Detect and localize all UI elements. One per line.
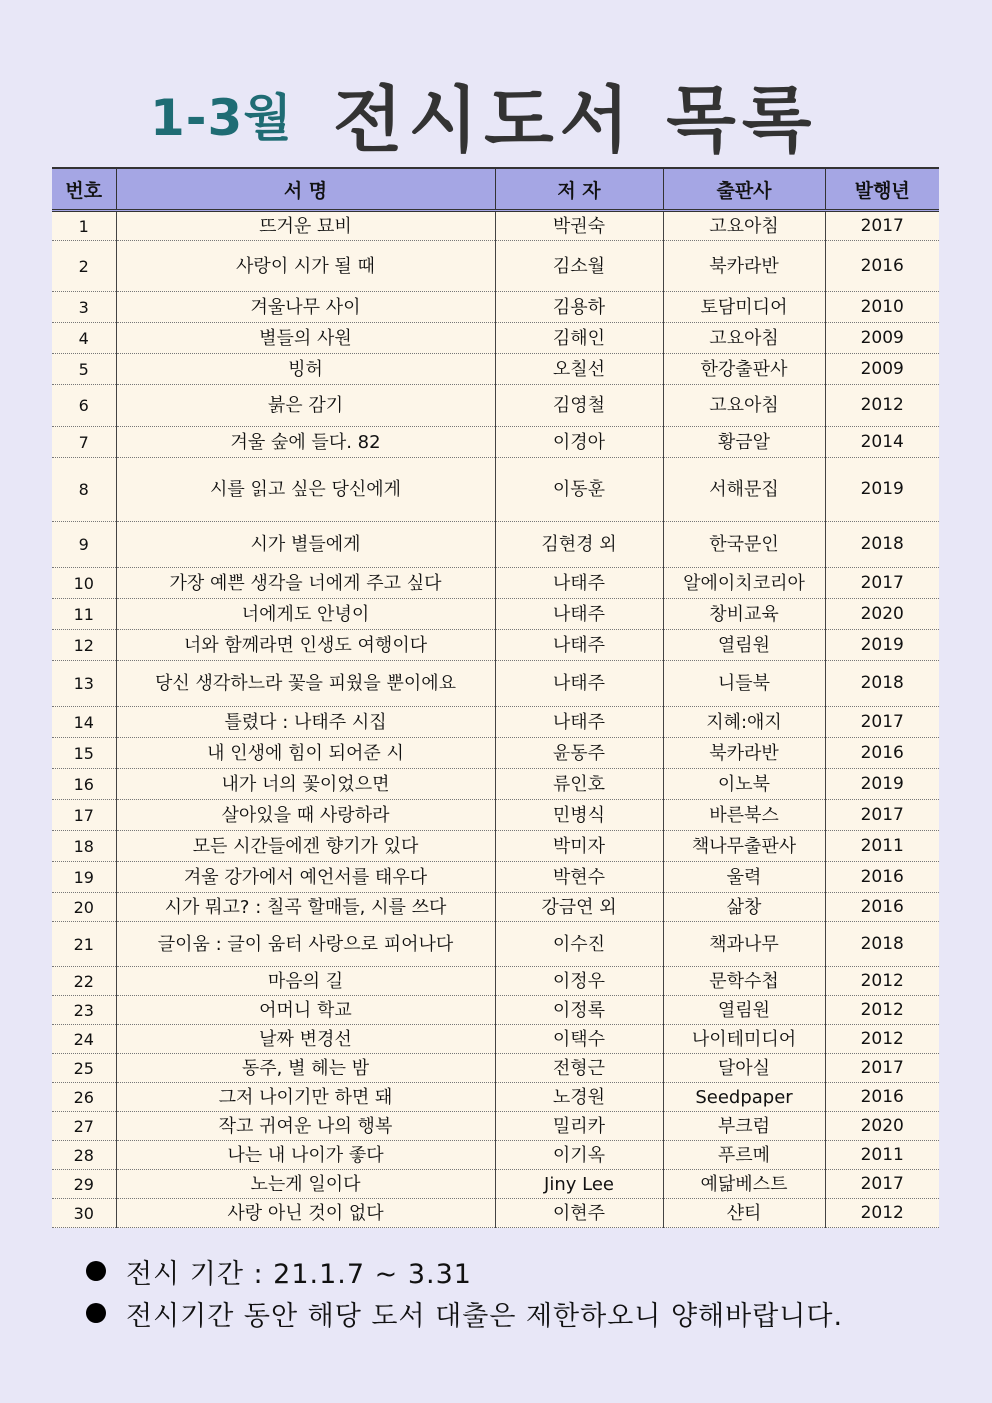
- table-row: [52, 427, 939, 458]
- book-title: 글이움 : 글이 움터 사랑으로 피어나다: [116, 922, 495, 967]
- note-period: [86, 1250, 843, 1292]
- book-author: 김용하: [495, 292, 663, 323]
- book-title: 빙허: [116, 354, 495, 385]
- row-number: 27: [52, 1112, 116, 1141]
- book-publisher: 창비교육: [663, 599, 825, 630]
- book-publisher: 황금알: [663, 427, 825, 458]
- header-year: 발행년: [825, 168, 939, 211]
- row-number: 22: [52, 967, 116, 996]
- book-author: 나태주: [495, 599, 663, 630]
- book-year: 2011: [825, 1141, 939, 1170]
- book-title: 가장 예쁜 생각을 너에게 주고 싶다: [116, 568, 495, 599]
- book-title: 너와 함께라면 인생도 여행이다: [116, 630, 495, 661]
- book-author: 박미자: [495, 831, 663, 862]
- table-body: [52, 211, 939, 1228]
- table-row: [52, 1170, 939, 1199]
- row-number: 13: [52, 661, 116, 707]
- book-title: 작고 귀여운 나의 행복: [116, 1112, 495, 1141]
- table-row: [52, 1054, 939, 1083]
- row-number: 12: [52, 630, 116, 661]
- book-publisher: 열림원: [663, 996, 825, 1025]
- book-publisher: 달아실: [663, 1054, 825, 1083]
- header-number: 번호: [52, 168, 116, 211]
- book-author: 이정우: [495, 967, 663, 996]
- book-year: 2016: [825, 862, 939, 893]
- book-year: 2009: [825, 323, 939, 354]
- table-row: [52, 458, 939, 522]
- table-row: [52, 922, 939, 967]
- book-year: 2017: [825, 1170, 939, 1199]
- book-title: 별들의 사원: [116, 323, 495, 354]
- row-number: 26: [52, 1083, 116, 1112]
- book-title: 노는게 일이다: [116, 1170, 495, 1199]
- book-year: 2018: [825, 522, 939, 568]
- book-list-table: [52, 167, 939, 1228]
- table-row: [52, 630, 939, 661]
- table-row: [52, 599, 939, 630]
- book-year: 2016: [825, 1083, 939, 1112]
- table-row: [52, 967, 939, 996]
- row-number: 29: [52, 1170, 116, 1199]
- table-row: [52, 1112, 939, 1141]
- page-title: [0, 62, 992, 162]
- table-row: [52, 862, 939, 893]
- book-author: 오칠선: [495, 354, 663, 385]
- title-main: 전시도서 목록: [333, 78, 818, 162]
- book-year: 2017: [825, 707, 939, 738]
- book-title: 겨울나무 사이: [116, 292, 495, 323]
- book-publisher: 알에이치코리아: [663, 568, 825, 599]
- book-publisher: 이노북: [663, 769, 825, 800]
- row-number: 10: [52, 568, 116, 599]
- book-title: 살아있을 때 사랑하라: [116, 800, 495, 831]
- book-title: 동주, 별 헤는 밤: [116, 1054, 495, 1083]
- row-number: 30: [52, 1199, 116, 1228]
- row-number: 19: [52, 862, 116, 893]
- book-publisher: 고요아침: [663, 385, 825, 427]
- book-publisher: 서해문집: [663, 458, 825, 522]
- book-publisher: 한국문인: [663, 522, 825, 568]
- table-row: [52, 996, 939, 1025]
- notes: [86, 1250, 843, 1334]
- row-number: 20: [52, 893, 116, 922]
- row-number: 16: [52, 769, 116, 800]
- book-publisher: 북카라반: [663, 738, 825, 769]
- book-title: 겨울 숲에 들다. 82: [116, 427, 495, 458]
- book-year: 2020: [825, 599, 939, 630]
- book-publisher: 예닮베스트: [663, 1170, 825, 1199]
- book-author: 노경원: [495, 1083, 663, 1112]
- book-year: 2019: [825, 630, 939, 661]
- book-publisher: 지혜:애지: [663, 707, 825, 738]
- table-row: [52, 893, 939, 922]
- table-row: [52, 831, 939, 862]
- book-publisher: 고요아침: [663, 211, 825, 241]
- row-number: 28: [52, 1141, 116, 1170]
- book-title: 마음의 길: [116, 967, 495, 996]
- book-publisher: 북카라반: [663, 241, 825, 292]
- book-year: 2012: [825, 967, 939, 996]
- book-title: 나는 내 나이가 좋다: [116, 1141, 495, 1170]
- book-publisher: Seedpaper: [663, 1083, 825, 1112]
- header-publisher: 출판사: [663, 168, 825, 211]
- book-author: 김현경 외: [495, 522, 663, 568]
- row-number: 15: [52, 738, 116, 769]
- row-number: 4: [52, 323, 116, 354]
- table-row: [52, 354, 939, 385]
- book-author: 나태주: [495, 707, 663, 738]
- book-year: 2019: [825, 458, 939, 522]
- book-author: 이택수: [495, 1025, 663, 1054]
- table-row: [52, 1199, 939, 1228]
- table-row: [52, 385, 939, 427]
- table-row: [52, 661, 939, 707]
- book-author: 박권숙: [495, 211, 663, 241]
- header-author: 저 자: [495, 168, 663, 211]
- book-publisher: 한강출판사: [663, 354, 825, 385]
- book-year: 2010: [825, 292, 939, 323]
- book-year: 2017: [825, 211, 939, 241]
- book-author: 이경아: [495, 427, 663, 458]
- book-title: 시가 별들에게: [116, 522, 495, 568]
- book-author: 윤동주: [495, 738, 663, 769]
- book-title: 사랑 아닌 것이 없다: [116, 1199, 495, 1228]
- table-row: [52, 211, 939, 241]
- book-publisher: 나이테미디어: [663, 1025, 825, 1054]
- table-header-row: [52, 168, 939, 211]
- book-title: 내가 너의 꽃이었으면: [116, 769, 495, 800]
- row-number: 7: [52, 427, 116, 458]
- book-author: 밀리카: [495, 1112, 663, 1141]
- book-author: 나태주: [495, 630, 663, 661]
- book-year: 2020: [825, 1112, 939, 1141]
- note-text: 전시기간 동안 해당 도서 대출은 제한하오니 양해바랍니다.: [126, 1300, 844, 1332]
- book-author: 이정록: [495, 996, 663, 1025]
- book-publisher: 책나무출판사: [663, 831, 825, 862]
- book-year: 2019: [825, 769, 939, 800]
- table-row: [52, 1083, 939, 1112]
- row-number: 11: [52, 599, 116, 630]
- table-row: [52, 800, 939, 831]
- book-title: 붉은 감기: [116, 385, 495, 427]
- book-year: 2018: [825, 922, 939, 967]
- book-year: 2014: [825, 427, 939, 458]
- table-row: [52, 323, 939, 354]
- book-author: 이수진: [495, 922, 663, 967]
- book-title: 뜨거운 묘비: [116, 211, 495, 241]
- table-row: [52, 1025, 939, 1054]
- book-publisher: 울력: [663, 862, 825, 893]
- book-publisher: 바른북스: [663, 800, 825, 831]
- book-year: 2018: [825, 661, 939, 707]
- book-publisher: 책과나무: [663, 922, 825, 967]
- book-author: 이기옥: [495, 1141, 663, 1170]
- row-number: 6: [52, 385, 116, 427]
- table-row: [52, 1141, 939, 1170]
- table-row: [52, 738, 939, 769]
- book-title: 사랑이 시가 될 때: [116, 241, 495, 292]
- book-title: 틀렸다 : 나태주 시집: [116, 707, 495, 738]
- book-year: 2012: [825, 385, 939, 427]
- book-year: 2011: [825, 831, 939, 862]
- table-row: [52, 707, 939, 738]
- bullet-icon: [86, 1261, 106, 1281]
- row-number: 5: [52, 354, 116, 385]
- book-author: 민병식: [495, 800, 663, 831]
- book-publisher: 니들북: [663, 661, 825, 707]
- book-publisher: 부크럼: [663, 1112, 825, 1141]
- book-publisher: 삶창: [663, 893, 825, 922]
- row-number: 21: [52, 922, 116, 967]
- row-number: 9: [52, 522, 116, 568]
- row-number: 23: [52, 996, 116, 1025]
- row-number: 2: [52, 241, 116, 292]
- book-year: 2009: [825, 354, 939, 385]
- book-author: 전형근: [495, 1054, 663, 1083]
- book-publisher: 문학수첩: [663, 967, 825, 996]
- book-year: 2016: [825, 893, 939, 922]
- book-author: 나태주: [495, 661, 663, 707]
- book-title: 날짜 변경선: [116, 1025, 495, 1054]
- row-number: 17: [52, 800, 116, 831]
- book-publisher: 열림원: [663, 630, 825, 661]
- book-author: 김영철: [495, 385, 663, 427]
- book-publisher: 고요아침: [663, 323, 825, 354]
- book-author: 강금연 외: [495, 893, 663, 922]
- book-year: 2017: [825, 568, 939, 599]
- bullet-icon: [86, 1303, 106, 1323]
- row-number: 1: [52, 211, 116, 241]
- book-title: 어머니 학교: [116, 996, 495, 1025]
- row-number: 8: [52, 458, 116, 522]
- note-text: 전시 기간 : 21.1.7 ~ 3.31: [126, 1258, 472, 1290]
- table-row: [52, 292, 939, 323]
- row-number: 18: [52, 831, 116, 862]
- row-number: 14: [52, 707, 116, 738]
- book-author: 박현수: [495, 862, 663, 893]
- book-title: 그저 나이기만 하면 돼: [116, 1083, 495, 1112]
- book-author: 류인호: [495, 769, 663, 800]
- book-year: 2016: [825, 738, 939, 769]
- header-title: 서 명: [116, 168, 495, 211]
- book-title: 내 인생에 힘이 되어준 시: [116, 738, 495, 769]
- book-publisher: 토담미디어: [663, 292, 825, 323]
- book-title: 당신 생각하느라 꽃을 피웠을 뿐이에요: [116, 661, 495, 707]
- table-row: [52, 241, 939, 292]
- book-author: 이동훈: [495, 458, 663, 522]
- book-title: 겨울 강가에서 예언서를 태우다: [116, 862, 495, 893]
- book-title: 모든 시간들에겐 향기가 있다: [116, 831, 495, 862]
- book-year: 2017: [825, 1054, 939, 1083]
- book-year: 2017: [825, 800, 939, 831]
- book-author: 나태주: [495, 568, 663, 599]
- title-month: 1-3월: [150, 89, 293, 147]
- book-year: 2012: [825, 1199, 939, 1228]
- book-author: Jiny Lee: [495, 1170, 663, 1199]
- book-title: 너에게도 안녕이: [116, 599, 495, 630]
- table-row: [52, 522, 939, 568]
- book-author: 김소월: [495, 241, 663, 292]
- book-year: 2012: [825, 1025, 939, 1054]
- book-title: 시를 읽고 싶은 당신에게: [116, 458, 495, 522]
- book-year: 2016: [825, 241, 939, 292]
- row-number: 25: [52, 1054, 116, 1083]
- note-restriction: [86, 1292, 843, 1334]
- book-author: 김해인: [495, 323, 663, 354]
- book-publisher: 샨티: [663, 1199, 825, 1228]
- book-publisher: 푸르메: [663, 1141, 825, 1170]
- row-number: 3: [52, 292, 116, 323]
- table-row: [52, 568, 939, 599]
- book-title: 시가 뭐고? : 칠곡 할매들, 시를 쓰다: [116, 893, 495, 922]
- row-number: 24: [52, 1025, 116, 1054]
- table-row: [52, 769, 939, 800]
- book-year: 2012: [825, 996, 939, 1025]
- book-author: 이현주: [495, 1199, 663, 1228]
